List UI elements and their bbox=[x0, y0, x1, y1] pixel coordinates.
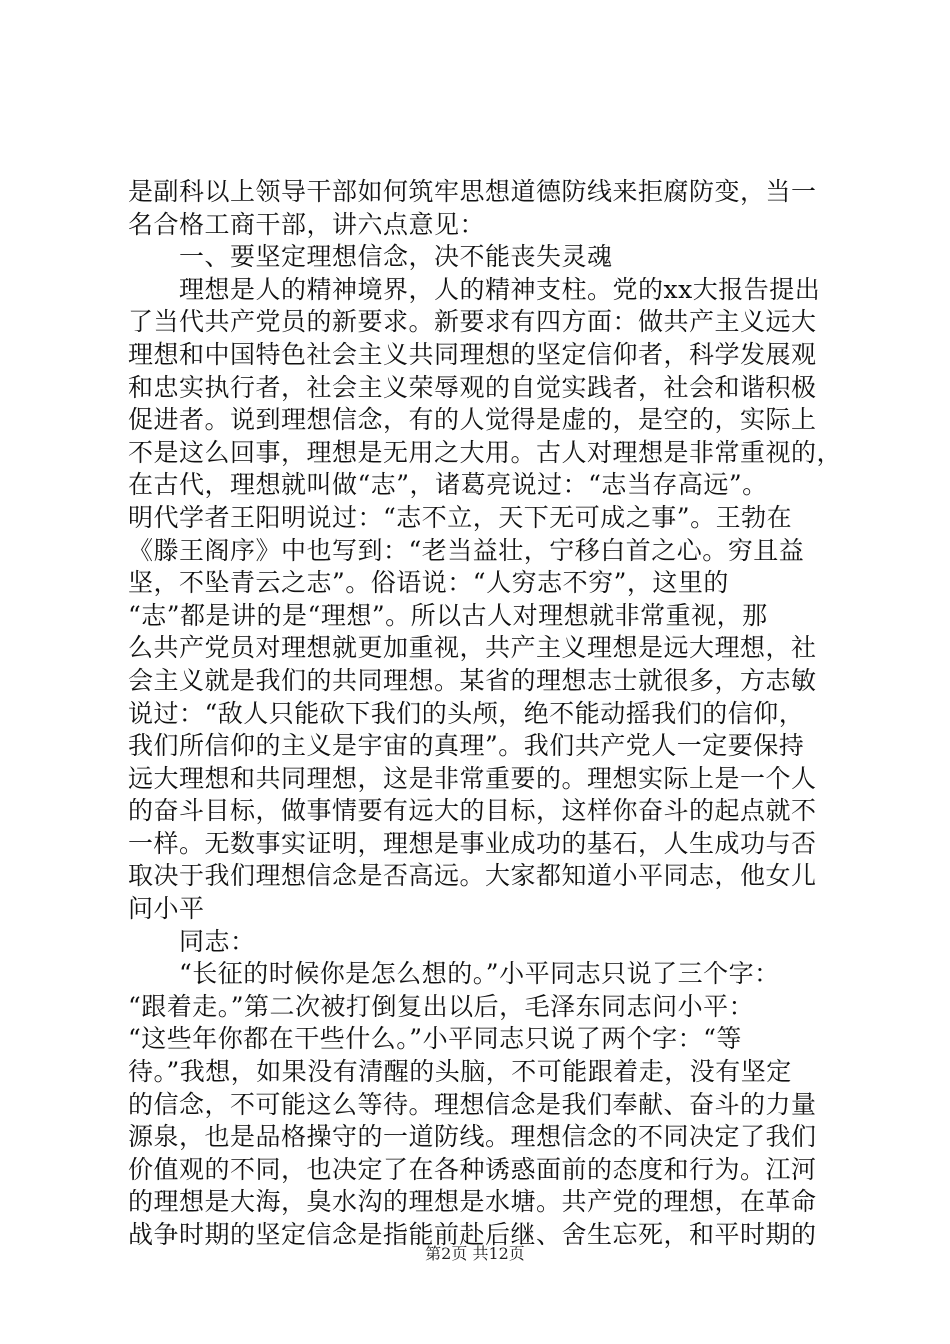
text-line: 同志： bbox=[128, 926, 256, 956]
text-line: “这些年你都在干些什么。”小平同志只说了两个字：“等 bbox=[128, 1024, 742, 1054]
text-line: 在古代，理想就叫做“志”，诸葛亮说过：“志当存高远”。 bbox=[128, 470, 768, 500]
text-line: 问小平 bbox=[128, 894, 205, 924]
text-line: 取决于我们理想信念是否高远。大家都知道小平同志，他女儿 bbox=[128, 861, 817, 891]
text-line: 么共产党员对理想就更加重视，共产主义理想是远大理想，社 bbox=[128, 633, 817, 663]
text-line: 我们所信仰的主义是宇宙的真理”。我们共产党人一定要保持 bbox=[128, 731, 805, 761]
text-line: “跟着走。”第二次被打倒复出以后，毛泽东同志问小平： bbox=[128, 991, 755, 1021]
text-line: 坚，不坠青云之志”。俗语说：“人穷志不穷”，这里的 bbox=[128, 568, 729, 598]
text-line: “志”都是讲的是“理想”。所以古人对理想就非常重视，那 bbox=[128, 600, 768, 630]
section-heading: 一、要坚定理想信念，决不能丧失灵魂 bbox=[128, 242, 613, 272]
text-line: 一样。无数事实证明，理想是事业成功的基石，人生成功与否 bbox=[128, 828, 817, 858]
text-line: 价值观的不同，也决定了在各种诱惑面前的态度和行为。江河 bbox=[128, 1154, 817, 1184]
document-body bbox=[128, 176, 843, 1252]
text-line: 战争时期的坚定信念是指能前赴后继、舍生忘死，和平时期的 bbox=[128, 1220, 817, 1249]
text-line: 会主义就是我们的共同理想。某省的理想志士就很多，方志敏 bbox=[128, 665, 817, 695]
text-line: 源泉，也是品格操守的一道防线。理想信念的不同决定了我们 bbox=[128, 1122, 817, 1152]
text-line: 理想和中国特色社会主义共同理想的坚定信仰者，科学发展观 bbox=[128, 339, 817, 369]
text-line: 是副科以上领导干部如何筑牢思想道德防线来拒腐防变，当一 bbox=[128, 177, 817, 206]
text-line: 说过：“敌人只能砍下我们的头颅，绝不能动摇我们的信仰， bbox=[128, 698, 805, 728]
text-line: 《滕王阁序》中也写到：“老当益壮，宁移白首之心。穷且益 bbox=[128, 535, 805, 565]
page-number-footer: 第2页 共12页 bbox=[425, 1244, 525, 1263]
text-line: 理想是人的精神境界，人的精神支柱。党的xx大报告提出 bbox=[128, 274, 821, 304]
text-line: 了当代共产党员的新要求。新要求有四方面：做共产主义远大 bbox=[128, 307, 817, 337]
text-line: 的奋斗目标，做事情要有远大的目标，这样你奋斗的起点就不 bbox=[128, 796, 817, 826]
text-line: 待。”我想，如果没有清醒的头脑，不可能跟着走，没有坚定 bbox=[128, 1057, 792, 1087]
text-line: 不是这么回事，理想是无用之大用。古人对理想是非常重视的， bbox=[128, 437, 843, 467]
text-line: 远大理想和共同理想，这是非常重要的。理想实际上是一个人 bbox=[128, 763, 817, 793]
text-line: 名合格工商干部，讲六点意见： bbox=[128, 209, 486, 239]
text-line: 促进者。说到理想信念，有的人觉得是虚的，是空的，实际上 bbox=[128, 405, 817, 435]
text-line: “长征的时候你是怎么想的。”小平同志只说了三个字： bbox=[128, 959, 780, 989]
text-line: 的信念，不可能这么等待。理想信念是我们奉献、奋斗的力量 bbox=[128, 1089, 817, 1119]
text-line: 的理想是大海，臭水沟的理想是水塘。共产党的理想，在革命 bbox=[128, 1187, 817, 1217]
text-line: 和忠实执行者，社会主义荣辱观的自觉实践者，社会和谐积极 bbox=[128, 372, 817, 402]
text-line: 明代学者王阳明说过：“志不立，天下无可成之事”。王勃在 bbox=[128, 502, 793, 532]
